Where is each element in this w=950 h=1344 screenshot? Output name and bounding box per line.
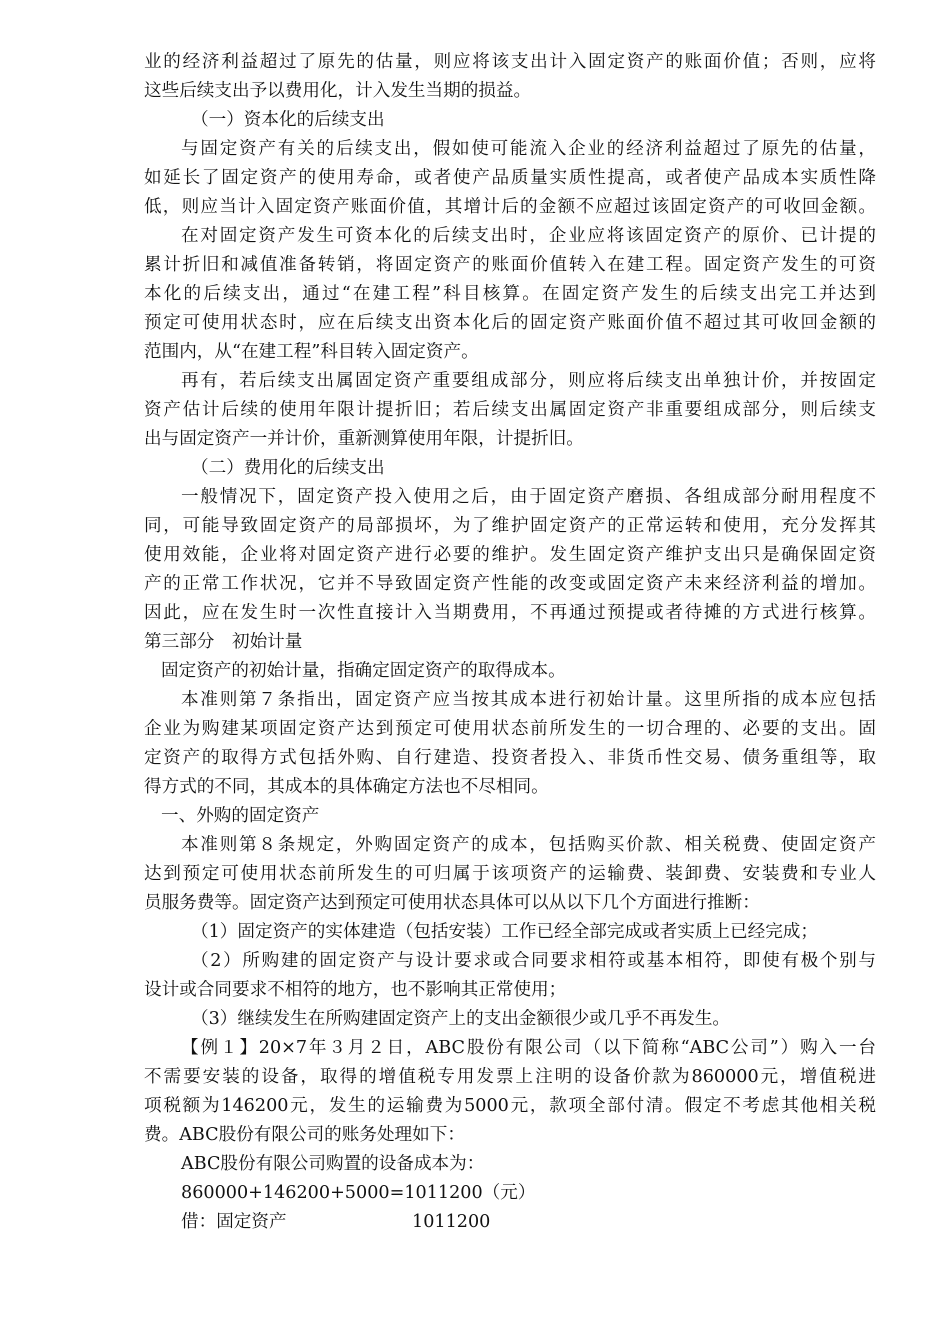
- formula-line: 860000+146200+5000=1011200（元）: [181, 1183, 536, 1203]
- text-line: 范围内，从“在建工程”科目转入固定资产。: [144, 342, 479, 362]
- text-line: 这些后续支出予以费用化，计入发生当期的损益。: [144, 81, 532, 101]
- text-line: 本化的后续支出，通过“在建工程”科目核算。在固定资产发生的后续支出完工并达到: [144, 284, 876, 304]
- text-line: 因此，应在发生时一次性直接计入当期费用，不再通过预提或者待摊的方式进行核算。: [144, 603, 876, 623]
- text-line: 员服务费等。固定资产达到预定可使用状态具体可以从以下几个方面进行推断：: [144, 893, 760, 913]
- section-heading: （一）资本化的后续支出: [191, 110, 385, 130]
- text-line: 使用效能，企业将对固定资产进行必要的维护。发生固定资产维护支出只是确保固定资: [144, 545, 876, 565]
- text-line: 企业为购建某项固定资产达到预定可使用状态前所发生的一切合理的、必要的支出。固: [144, 719, 876, 739]
- text-line: 低，则应当计入固定资产账面价值，其增计后的金额不应超过该固定资产的可收回金额。: [144, 197, 876, 217]
- text-line: 定资产的取得方式包括外购、自行建造、投资者投入、非货币性交易、债务重组等，取: [144, 748, 876, 768]
- text-line: 在对固定资产发生可资本化的后续支出时，企业应将该固定资产的原价、已计提的: [181, 226, 876, 246]
- entry-account: 借：固定资产: [181, 1212, 287, 1232]
- example-text: 【例１】20×7年３月２日，ABC股份有限公司（以下简称“ABC公司”）购入一台: [181, 1038, 876, 1058]
- text-line: 预定可使用状态时，应在后续支出资本化后的固定资产账面价值不超过其可收回金额的: [144, 313, 876, 333]
- text-line: 达到预定可使用状态前所发生的可归属于该项资产的运输费、装卸费、安装费和专业人: [144, 864, 876, 884]
- text-line: 不需要安装的设备，取得的增值税专用发票上注明的设备价款为860000元，增值税进: [144, 1067, 876, 1087]
- document-body: [144, 48, 876, 1237]
- section-heading: 一、外购的固定资产: [161, 806, 320, 826]
- text-line: 资产估计后续的使用年限计提折旧；若后续支出属固定资产非重要组成部分，则后续支: [144, 400, 876, 420]
- list-item: （2）所购建的固定资产与设计要求或合同要求相符或基本相符，即使有极个别与: [191, 951, 876, 971]
- text-line: 本准则第７条指出，固定资产应当按其成本进行初始计量。这里所指的成本应包括: [181, 690, 876, 710]
- text-line: ABC股份有限公司购置的设备成本为：: [181, 1154, 485, 1174]
- text-line: 费。ABC股份有限公司的账务处理如下：: [144, 1125, 465, 1145]
- text-line: 一般情况下，固定资产投入使用之后，由于固定资产磨损、各组成部分耐用程度不: [181, 487, 876, 507]
- journal-entry: [144, 1208, 876, 1237]
- section-heading: （二）费用化的后续支出: [191, 458, 385, 478]
- list-item: （1）固定资产的实体建造（包括安装）工作已经全部完成或者实质上已经完成；: [191, 922, 818, 942]
- text-line: 再有，若后续支出属固定资产重要组成部分，则应将后续支出单独计价，并按固定: [181, 371, 876, 391]
- text-line: 出与固定资产一并计价，重新测算使用年限，计提折旧。: [144, 429, 584, 449]
- text-line: 得方式的不同，其成本的具体确定方法也不尽相同。: [144, 777, 549, 797]
- entry-amount: 1011200: [412, 1212, 491, 1232]
- text-line: 业的经济利益超过了原先的估量，则应将该支出计入固定资产的账面价值；否则，应将: [144, 52, 876, 72]
- text-line: 与固定资产有关的后续支出，假如使可能流入企业的经济利益超过了原先的估量，: [181, 139, 876, 159]
- text-line: 如延长了固定资产的使用寿命，或者使产品质量实质性提高，或者使产品成本实质性降: [144, 168, 876, 188]
- list-item: （3）继续发生在所购建固定资产上的支出金额很少或几乎不再发生。: [191, 1009, 731, 1029]
- text-line: 产的正常工作状况，它并不导致固定资产性能的改变或固定资产未来经济利益的增加。: [144, 574, 876, 594]
- text-line: 本准则第８条规定，外购固定资产的成本，包括购买价款、相关税费、使固定资产: [181, 835, 876, 855]
- text-line: 累计折旧和减值准备转销，将固定资产的账面价值转入在建工程。固定资产发生的可资: [144, 255, 876, 275]
- text-line: 项税额为146200元，发生的运输费为5000元，款项全部付清。假定不考虑其他相关税: [144, 1096, 876, 1116]
- text-line: 设计或合同要求不相符的地方，也不影响其正常使用；: [144, 980, 567, 1000]
- text-line: 固定资产的初始计量，指确定固定资产的取得成本。: [161, 661, 566, 681]
- text-line: 同，可能导致固定资产的局部损坏，为了维护固定资产的正常运转和使用，充分发挥其: [144, 516, 876, 536]
- part-heading: 第三部分 初始计量: [144, 632, 303, 652]
